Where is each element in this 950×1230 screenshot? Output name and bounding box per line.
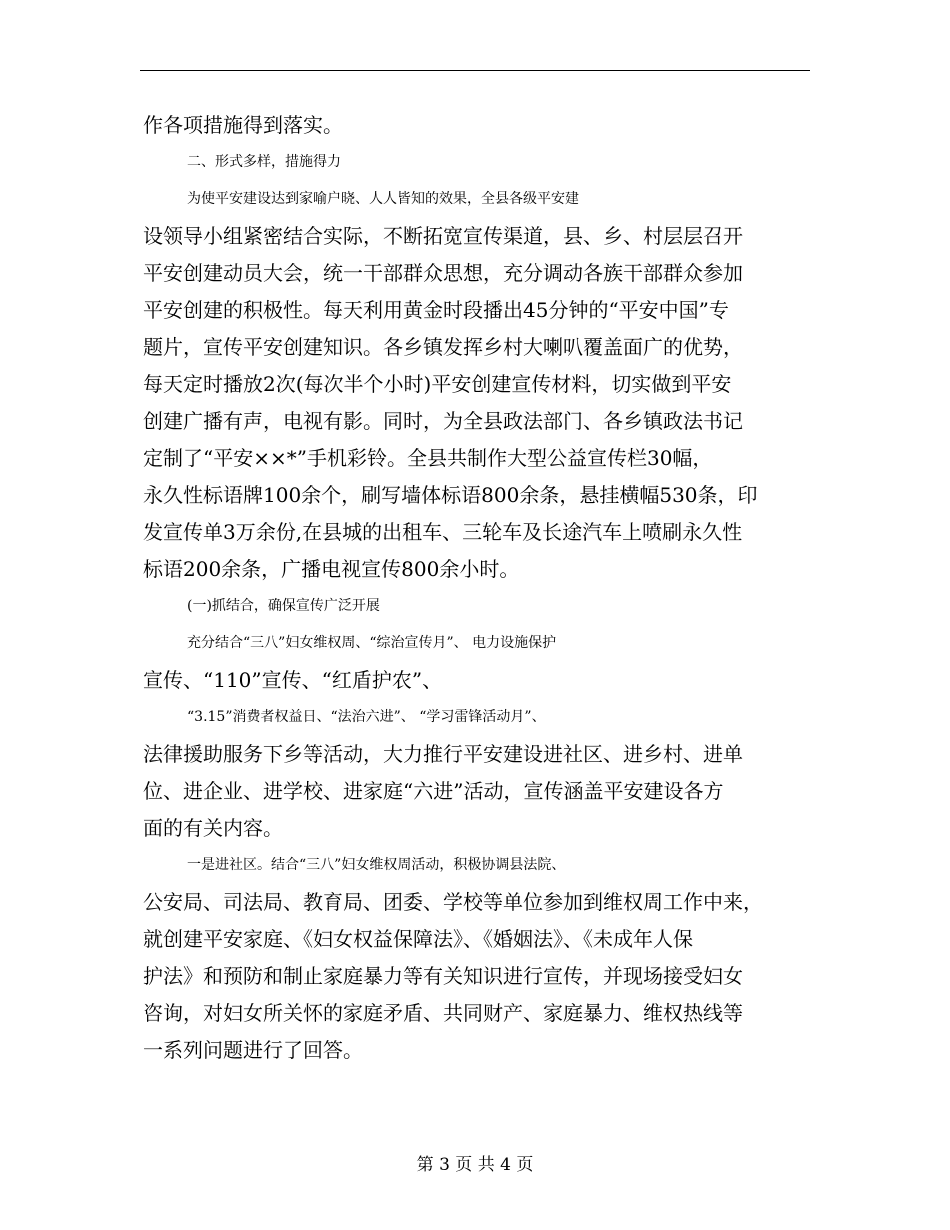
text-line: 发宣传单3万余份,在县城的出租车、三轮车及长途汽车上喷刷永久性 xyxy=(143,520,743,544)
text-line: 创建广播有声，电视有影。同时，为全县政法部门、各乡镇政法书记 xyxy=(143,409,743,433)
text-line: 一系列问题进行了回答。 xyxy=(143,1038,363,1062)
text-line: 咨询，对妇女所关怀的家庭矛盾、共同财产、家庭暴力、维权热线等 xyxy=(143,1001,743,1025)
text-line: 题片，宣传平安创建知识。各乡镇发挥乡村大喇叭覆盖面广的优势， xyxy=(143,335,743,359)
text-line: 充分结合“三八”妇女维权周、“综治宣传月”、 电力设施保护 xyxy=(187,635,557,651)
text-line: 设领导小组紧密结合实际，不断拓宽宣传渠道，县、乡、村层层召开 xyxy=(143,224,743,248)
page-number-footer: 第 3 页 共 4 页 xyxy=(416,1155,534,1175)
text-line: 定制了“平安××*”手机彩铃。全县共制作大型公益宣传栏30幅， xyxy=(143,446,713,470)
text-line: 作各项措施得到落实。 xyxy=(143,113,343,137)
text-line: 标语200余条，广播电视宣传800余小时。 xyxy=(143,557,520,581)
text-line: 宣传、“110”宣传、“红盾护农”、 xyxy=(143,668,443,692)
document-body xyxy=(143,107,813,1069)
text-line: 平安创建动员大会，统一干部群众思想，充分调动各族干部群众参加 xyxy=(143,261,743,285)
text-line: 每天定时播放2次(每次半个小时)平安创建宣传材料，切实做到平安 xyxy=(143,372,732,396)
text-line: 位、进企业、进学校、进家庭“六进”活动，宣传涵盖平安建设各方 xyxy=(143,779,724,803)
text-line: 为使平安建设达到家喻户晓、人人皆知的效果，全县各级平安建 xyxy=(187,191,579,207)
text-line: 一是进社区。结合“三八”妇女维权周活动，积极协调县法院、 xyxy=(187,857,566,873)
text-line: 公安局、司法局、教育局、团委、学校等单位参加到维权周工作中来， xyxy=(143,890,763,914)
text-line: 就创建平安家庭、《妇女权益保障法》、《婚姻法》、《未成年人保 xyxy=(143,927,693,951)
text-line: 平安创建的积极性。每天利用黄金时段播出45分钟的“平安中国”专 xyxy=(143,298,729,322)
text-line: 法律援助服务下乡等活动，大力推行平安建设进社区、进乡村、进单 xyxy=(143,742,743,766)
text-line: 面的有关内容。 xyxy=(143,816,283,840)
text-line: 永久性标语牌100余个，刷写墙体标语800余条，悬挂横幅530条，印 xyxy=(143,483,758,507)
text-line: 护法》和预防和制止家庭暴力等有关知识进行宣传，并现场接受妇女 xyxy=(143,964,743,988)
text-line: (一)抓结合，确保宣传广泛开展 xyxy=(187,598,380,614)
text-line: “3.15”消费者权益日、“法治六进”、 “学习雷锋活动月”、 xyxy=(187,709,546,725)
text-line: 二、形式多样，措施得力 xyxy=(187,154,341,170)
header-rule xyxy=(140,70,810,71)
